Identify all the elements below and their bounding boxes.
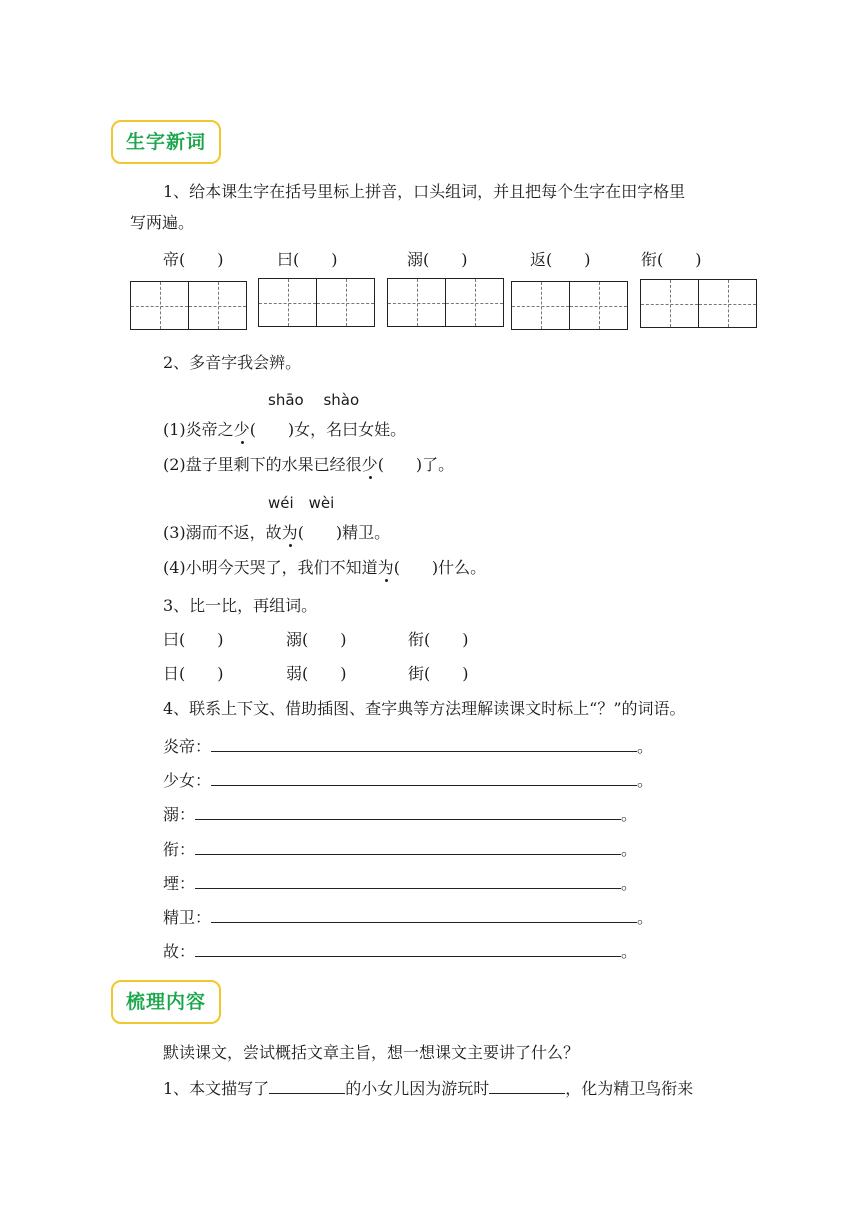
period: 。 [637,908,654,927]
answer-blank[interactable] [211,736,637,752]
tianzige-grid-1[interactable] [130,281,247,331]
q2-s4-dotted-char: 为 [377,558,394,577]
answer-blank[interactable] [489,1078,565,1094]
tianzige-cell[interactable] [445,278,504,327]
q4-title: 4、联系上下文、借助插图、查字典等方法理解读课文时标上“？”的词语。 [163,699,686,718]
q2-sentence-4 [163,558,486,578]
q2-sentence-1 [163,420,406,440]
period: 。 [621,942,638,961]
q1-char-5: 衔( ) [641,250,702,269]
q2-s3-post: ( )精卫。 [297,523,391,542]
q1-char-2: 曰( ) [277,250,338,269]
tianzige-grid-3[interactable] [387,278,504,328]
q2-s4-post: ( )什么。 [393,558,487,577]
tianzige-cell[interactable] [698,279,757,328]
content-q1-post: ，化为精卫鸟衔来 [565,1079,694,1098]
period: 。 [637,771,654,790]
q2-s1-post: ( )女，名曰女娃。 [249,420,407,439]
q2-s3-pre: (3)溺而不返，故 [163,523,282,542]
answer-blank[interactable] [195,804,621,820]
q2-pinyin-2: wéi wèi [268,494,335,512]
tianzige-grid-5[interactable] [640,279,757,329]
answer-blank[interactable] [269,1078,345,1094]
q4-term-label: 少女： [163,771,212,790]
period: 。 [637,737,654,756]
q3-row1-item2: 溺( ) [286,630,347,649]
q3-row2-item2: 弱( ) [286,664,347,683]
q4-term-label: 故： [163,942,196,961]
period: 。 [621,840,638,859]
q3-title: 3、比一比，再组词。 [163,596,318,615]
q4-term-label: 溺： [163,805,196,824]
q2-s1-pre: (1)炎帝之 [163,420,234,439]
section-title-new-words: 生字新词 [111,120,221,164]
q1-char-3: 溺( ) [407,250,468,269]
q3-row1-item3: 衔( ) [408,630,469,649]
content-q1-mid: 的小女儿因为游玩时 [345,1079,490,1098]
q4-term-label: 炎帝： [163,737,212,756]
q4-term-row-1 [163,736,653,757]
q2-s1-dotted-char: 少 [233,420,250,439]
tianzige-cell[interactable] [640,279,699,328]
answer-blank[interactable] [195,873,621,889]
answer-blank[interactable] [195,839,621,855]
tianzige-cell[interactable] [569,281,628,330]
answer-blank[interactable] [211,770,637,786]
tianzige-cell[interactable] [316,278,375,327]
q3-row2-item3: 街( ) [408,664,469,683]
answer-blank[interactable] [211,907,637,923]
section-title-content: 梳理内容 [111,980,221,1024]
tianzige-cell[interactable] [130,281,189,330]
q2-pinyin-1: shāo shào [268,391,360,409]
tianzige-grid-2[interactable] [258,278,375,328]
content-q1 [163,1078,693,1099]
q2-title: 2、多音字我会辨。 [163,353,302,372]
q3-row1-item1: 曰( ) [163,630,224,649]
answer-blank[interactable] [195,941,621,957]
q4-term-row-2 [163,770,653,791]
tianzige-cell[interactable] [511,281,570,330]
q2-s2-post: ( )了。 [377,455,455,474]
tianzige-cell[interactable] [258,278,317,327]
q1-text-line1: 1、给本课生字在括号里标上拼音，口头组词，并且把每个生字在田字格里 [163,182,686,201]
q2-sentence-3 [163,523,390,543]
tianzige-cell[interactable] [387,278,446,327]
q4-term-row-3 [163,804,637,825]
q2-s3-dotted-char: 为 [281,523,298,542]
q2-s2-dotted-char: 少 [361,455,378,474]
q1-text-line2: 写两遍。 [130,213,195,232]
q2-s2-pre: (2)盘子里剩下的水果已经很 [163,455,362,474]
q3-row2-item1: 日( ) [163,664,224,683]
period: 。 [621,874,638,893]
q2-sentence-2 [163,455,454,475]
content-intro: 默读课文，尝试概括文章主旨，想一想课文主要讲了什么？ [163,1043,580,1062]
tianzige-cell[interactable] [188,281,247,330]
q2-s4-pre: (4)小明今天哭了，我们不知道 [163,558,378,577]
q4-term-row-7 [163,941,637,962]
q4-term-row-6 [163,907,653,928]
q4-term-label: 堙： [163,874,196,893]
period: 。 [621,805,638,824]
q4-term-label: 衔： [163,840,196,859]
q4-term-label: 精卫： [163,908,212,927]
q1-char-4: 返( ) [530,250,591,269]
q4-term-row-5 [163,873,637,894]
q1-char-1: 帝( ) [163,250,224,269]
q4-term-row-4 [163,839,637,860]
tianzige-grid-4[interactable] [511,281,628,331]
content-q1-pre: 1、本文描写了 [163,1079,270,1098]
